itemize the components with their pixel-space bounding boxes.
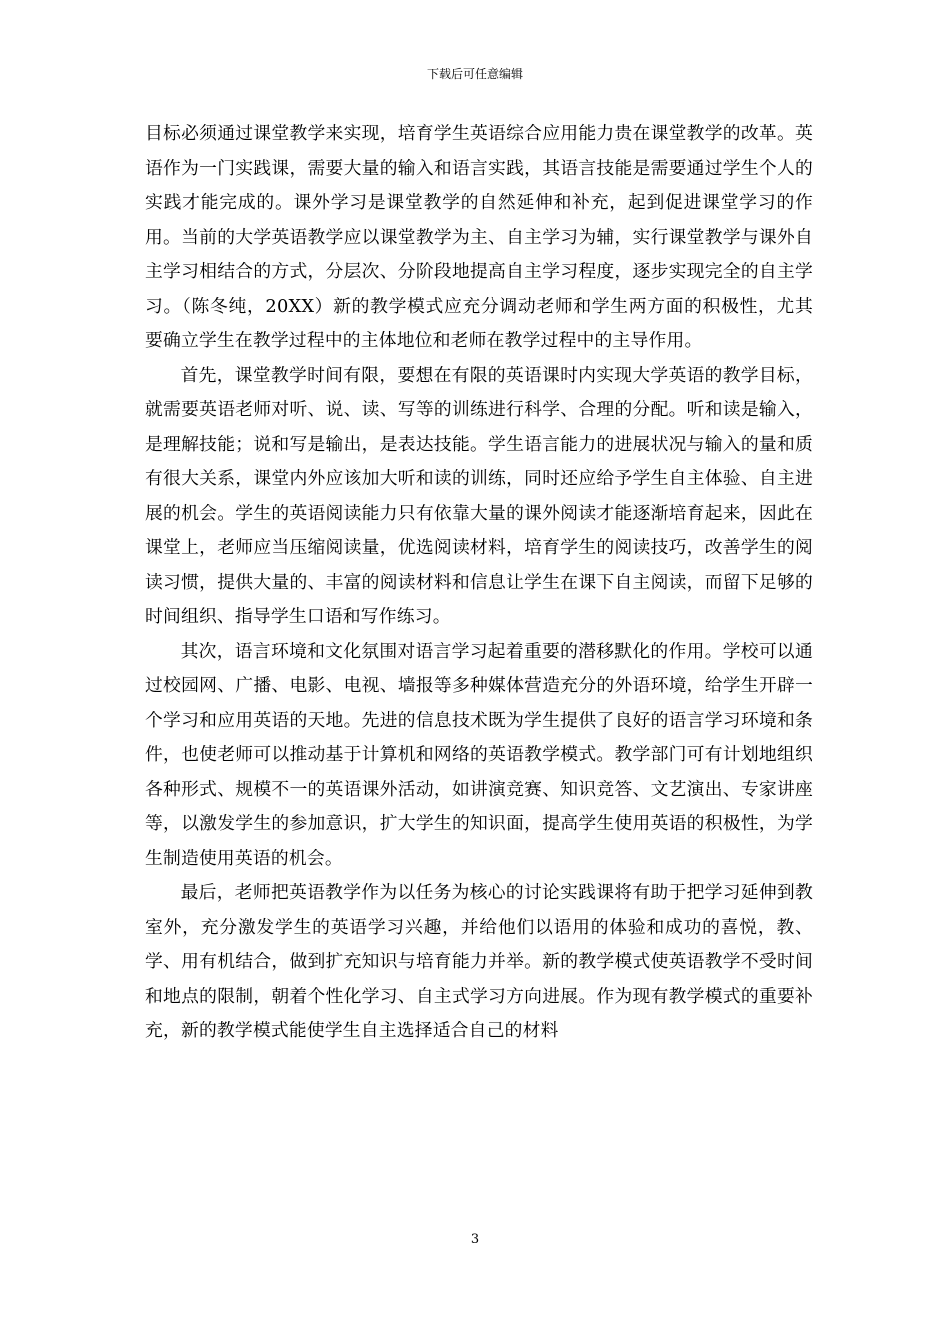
page-number: 3: [470, 1232, 480, 1247]
paragraph-3: 其次，语言环境和文化氛围对语言学习起着重要的潜移默化的作用。学校可以通过校园网、广播、电影、电视、墙报等多种媒体营造充分的外语环境，给学生开辟一个学习和应用英语的天地。先进的信息技术既为学生提供了良好的语言学习环境和条件，也使老师可以推动基于计算机和网络的英语教学模式。教学部门可有计划地组织各种形式、规模不一的英语课外活动，如讲演竞赛、知识竞答、文艺演出、专家讲座等，以激发学生的参加意识，扩大学生的知识面，提高学生使用英语的积极性，为学生制造使用英语的机会。: [145, 640, 813, 869]
page-header: 下载后可任意编辑: [426, 67, 523, 81]
document-body: [145, 117, 813, 1049]
paragraph-2: 首先，课堂教学时间有限，要想在有限的英语课时内实现大学英语的教学目标，就需要英语老师对听、说、读、写等的训练进行科学、合理的分配。听和读是输入，是理解技能；说和写是输出，是表达技能。学生语言能力的进展状况与输入的量和质有很大关系，课堂内外应该加大听和读的训练，同时还应给予学生自主体验、自主进展的机会。学生的英语阅读能力只有依靠大量的课外阅读才能逐渐培育起来，因此在课堂上，老师应当压缩阅读量，优选阅读材料，培育学生的阅读技巧，改善学生的阅读习惯，提供大量的、丰富的阅读材料和信息让学生在课下自主阅读，而留下足够的时间组织、指导学生口语和写作练习。: [145, 364, 813, 627]
paragraph-1: 目标必须通过课堂教学来实现，培育学生英语综合应用能力贵在课堂教学的改革。英语作为一门实践课，需要大量的输入和语言实践，其语言技能是需要通过学生个人的实践才能完成的。课外学习是课堂教学的自然延伸和补充，起到促进课堂学习的作用。当前的大学英语教学应以课堂教学为主、自主学习为辅，实行课堂教学与课外自主学习相结合的方式，分层次、分阶段地提高自主学习程度，逐步实现完全的自主学习。（陈冬纯，20XX）新的教学模式应充分调动老师和学生两方面的积极性，尤其要确立学生在教学过程中的主体地位和老师在教学过程中的主导作用。: [145, 123, 813, 351]
paragraph-4: 最后，老师把英语教学作为以任务为核心的讨论实践课将有助于把学习延伸到教室外，充分激发学生的英语学习兴趣，并给他们以语用的体验和成功的喜悦，教、学、用有机结合，做到扩充知识与培育能力并举。新的教学模式使英语教学不受时间和地点的限制，朝着个性化学习、自主式学习方向进展。作为现有教学模式的重要补充，新的教学模式能使学生自主选择适合自己的材料: [145, 882, 813, 1041]
